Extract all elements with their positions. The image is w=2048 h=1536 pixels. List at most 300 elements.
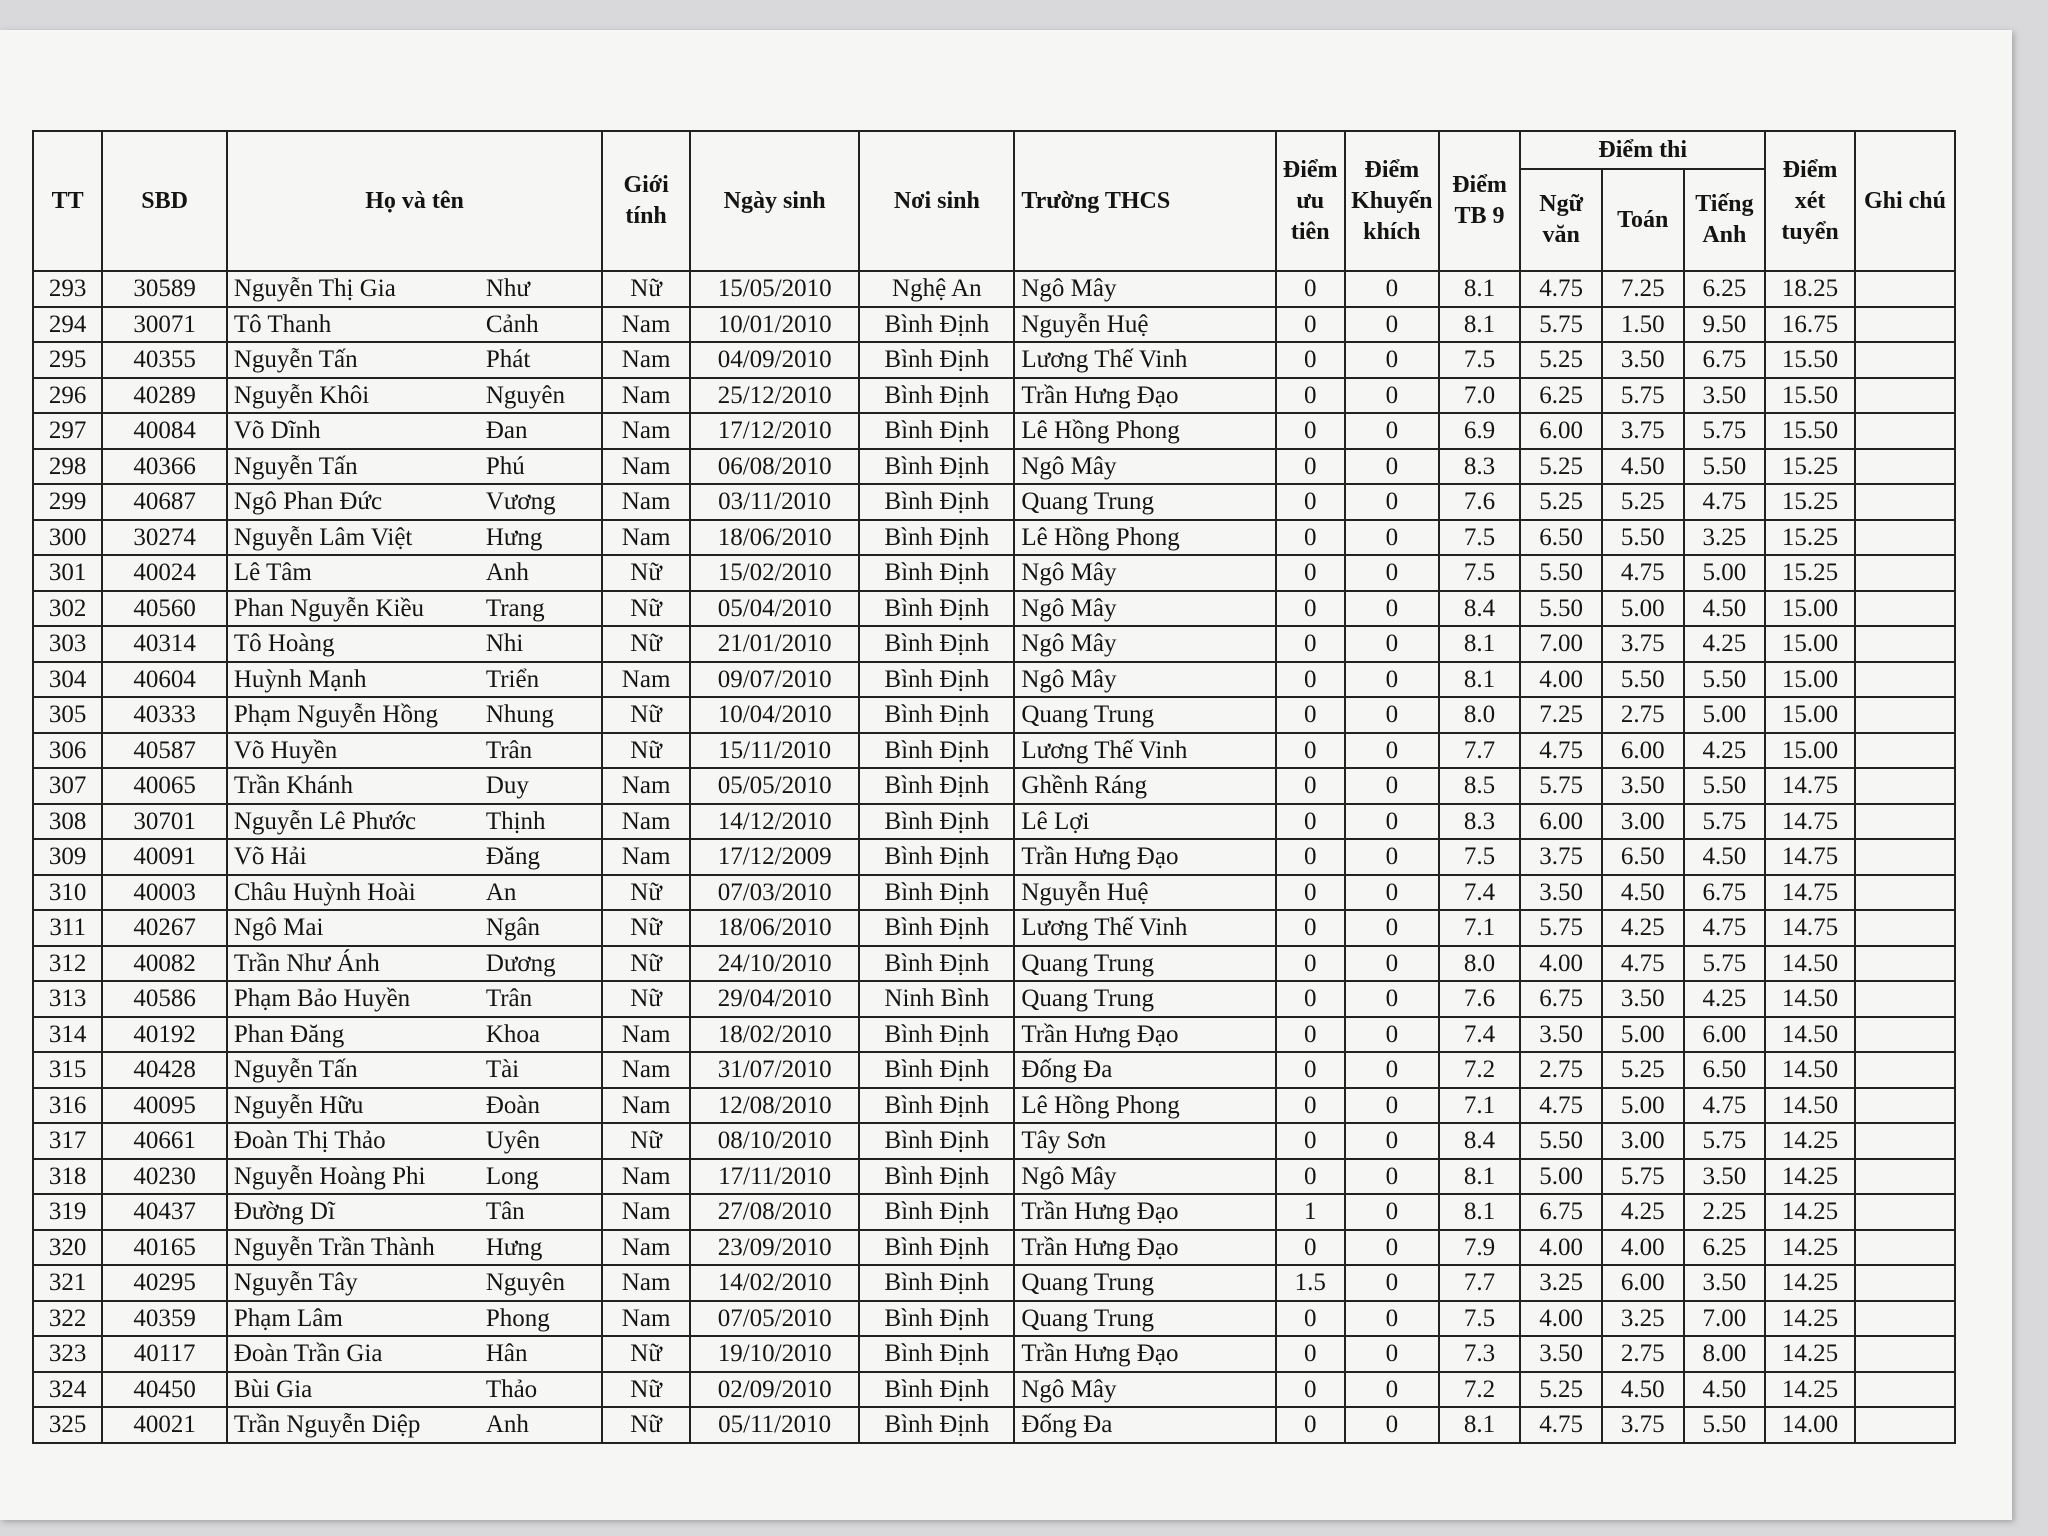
cell-gpa: 7.5 <box>1439 555 1521 591</box>
cell-total: 14.50 <box>1765 1088 1855 1124</box>
cell-birthplace: Bình Định <box>859 378 1014 414</box>
cell-school: Quang Trung <box>1014 981 1275 1017</box>
cell-english: 4.50 <box>1684 1372 1766 1408</box>
cell-gender: Nam <box>602 1301 690 1337</box>
cell-literature: 4.75 <box>1520 1407 1602 1443</box>
cell-encouragement: 0 <box>1345 449 1439 485</box>
cell-note <box>1855 1336 1955 1372</box>
cell-birthplace: Bình Định <box>859 1372 1014 1408</box>
cell-tt: 318 <box>33 1159 102 1195</box>
cell-dob: 18/02/2010 <box>690 1017 859 1053</box>
family-name: Châu Huỳnh Hoài <box>233 878 416 906</box>
results-table <box>32 130 1956 1444</box>
cell-name <box>227 1017 602 1053</box>
given-name: Như <box>485 275 530 303</box>
cell-encouragement: 0 <box>1345 342 1439 378</box>
cell-priority: 0 <box>1276 875 1345 911</box>
cell-birthplace: Ninh Bình <box>859 981 1014 1017</box>
table-row <box>33 271 1955 307</box>
cell-tt: 293 <box>33 271 102 307</box>
family-name: Ngô Mai <box>233 914 324 942</box>
cell-encouragement: 0 <box>1345 875 1439 911</box>
cell-encouragement: 0 <box>1345 1159 1439 1195</box>
cell-tt: 307 <box>33 768 102 804</box>
cell-priority: 0 <box>1276 555 1345 591</box>
cell-gender: Nam <box>602 449 690 485</box>
cell-total: 14.25 <box>1765 1230 1855 1266</box>
cell-gender: Nữ <box>602 1336 690 1372</box>
cell-sbd: 40192 <box>102 1017 226 1053</box>
header-english: Tiếng Anh <box>1684 169 1766 271</box>
family-name: Nguyễn Lê Phước <box>233 807 417 835</box>
cell-gpa: 7.7 <box>1439 1265 1521 1301</box>
cell-total: 14.25 <box>1765 1372 1855 1408</box>
cell-gender: Nam <box>602 1230 690 1266</box>
cell-tt: 301 <box>33 555 102 591</box>
cell-math: 3.00 <box>1602 1123 1684 1159</box>
cell-birthplace: Bình Định <box>859 1230 1014 1266</box>
given-name: Nhi <box>485 630 524 658</box>
cell-gpa: 8.4 <box>1439 591 1521 627</box>
cell-math: 3.00 <box>1602 804 1684 840</box>
given-name: Thảo <box>485 1375 538 1403</box>
given-name: Cảnh <box>485 310 539 338</box>
given-name: Đoàn <box>485 1091 540 1119</box>
cell-school: Tây Sơn <box>1014 1123 1275 1159</box>
cell-note <box>1855 946 1955 982</box>
cell-total: 14.25 <box>1765 1123 1855 1159</box>
cell-school: Lê Lợi <box>1014 804 1275 840</box>
cell-birthplace: Bình Định <box>859 342 1014 378</box>
cell-english: 8.00 <box>1684 1336 1766 1372</box>
cell-literature: 5.50 <box>1520 591 1602 627</box>
cell-sbd: 40587 <box>102 733 226 769</box>
cell-note <box>1855 1301 1955 1337</box>
family-name: Phạm Nguyễn Hồng <box>233 701 438 729</box>
cell-english: 6.50 <box>1684 1052 1766 1088</box>
cell-gender: Nam <box>602 839 690 875</box>
cell-total: 15.00 <box>1765 591 1855 627</box>
cell-math: 5.00 <box>1602 1088 1684 1124</box>
cell-gpa: 8.1 <box>1439 1159 1521 1195</box>
cell-gpa: 7.1 <box>1439 910 1521 946</box>
cell-sbd: 40003 <box>102 875 226 911</box>
cell-math: 4.50 <box>1602 449 1684 485</box>
cell-encouragement: 0 <box>1345 413 1439 449</box>
cell-tt: 320 <box>33 1230 102 1266</box>
cell-gender: Nữ <box>602 697 690 733</box>
cell-encouragement: 0 <box>1345 662 1439 698</box>
cell-english: 5.00 <box>1684 697 1766 733</box>
cell-dob: 06/08/2010 <box>690 449 859 485</box>
cell-total: 15.00 <box>1765 662 1855 698</box>
cell-tt: 309 <box>33 839 102 875</box>
cell-priority: 0 <box>1276 1336 1345 1372</box>
cell-dob: 12/08/2010 <box>690 1088 859 1124</box>
cell-name <box>227 1265 602 1301</box>
family-name: Võ Dĩnh <box>233 417 321 445</box>
cell-school: Ngô Mây <box>1014 591 1275 627</box>
cell-name <box>227 1336 602 1372</box>
cell-gender: Nam <box>602 1159 690 1195</box>
cell-school: Trần Hưng Đạo <box>1014 1336 1275 1372</box>
cell-birthplace: Bình Định <box>859 449 1014 485</box>
cell-name <box>227 768 602 804</box>
cell-note <box>1855 1017 1955 1053</box>
table-row <box>33 484 1955 520</box>
cell-dob: 07/05/2010 <box>690 1301 859 1337</box>
table-row <box>33 733 1955 769</box>
cell-gpa: 7.3 <box>1439 1336 1521 1372</box>
cell-sbd: 40084 <box>102 413 226 449</box>
cell-math: 4.25 <box>1602 1194 1684 1230</box>
cell-gpa: 7.2 <box>1439 1052 1521 1088</box>
cell-total: 14.50 <box>1765 1017 1855 1053</box>
family-name: Tô Thanh <box>233 310 332 338</box>
family-name: Nguyễn Hữu <box>233 1091 364 1119</box>
cell-gpa: 7.5 <box>1439 1301 1521 1337</box>
cell-birthplace: Bình Định <box>859 875 1014 911</box>
cell-priority: 0 <box>1276 1159 1345 1195</box>
table-row <box>33 591 1955 627</box>
cell-math: 5.25 <box>1602 1052 1684 1088</box>
cell-school: Trần Hưng Đạo <box>1014 378 1275 414</box>
given-name: Trân <box>485 985 533 1013</box>
cell-encouragement: 0 <box>1345 626 1439 662</box>
cell-dob: 19/10/2010 <box>690 1336 859 1372</box>
cell-literature: 4.00 <box>1520 1230 1602 1266</box>
cell-sbd: 40065 <box>102 768 226 804</box>
cell-priority: 0 <box>1276 307 1345 343</box>
cell-gender: Nữ <box>602 271 690 307</box>
cell-sbd: 40117 <box>102 1336 226 1372</box>
cell-name <box>227 697 602 733</box>
cell-birthplace: Nghệ An <box>859 271 1014 307</box>
cell-tt: 312 <box>33 946 102 982</box>
cell-dob: 29/04/2010 <box>690 981 859 1017</box>
given-name: Vương <box>485 488 556 516</box>
cell-priority: 1.5 <box>1276 1265 1345 1301</box>
cell-total: 14.75 <box>1765 839 1855 875</box>
cell-literature: 4.75 <box>1520 1088 1602 1124</box>
cell-english: 4.75 <box>1684 1088 1766 1124</box>
header-note: Ghi chú <box>1855 131 1955 271</box>
cell-school: Lê Hồng Phong <box>1014 1088 1275 1124</box>
cell-name <box>227 804 602 840</box>
header-gpa: Điểm TB 9 <box>1439 131 1521 271</box>
family-name: Nguyễn Hoàng Phi <box>233 1162 426 1190</box>
family-name: Nguyễn Lâm Việt <box>233 523 413 551</box>
cell-tt: 321 <box>33 1265 102 1301</box>
cell-encouragement: 0 <box>1345 1265 1439 1301</box>
cell-school: Quang Trung <box>1014 1301 1275 1337</box>
cell-encouragement: 0 <box>1345 697 1439 733</box>
cell-name <box>227 342 602 378</box>
cell-literature: 4.00 <box>1520 1301 1602 1337</box>
cell-school: Quang Trung <box>1014 697 1275 733</box>
cell-tt: 313 <box>33 981 102 1017</box>
cell-note <box>1855 1407 1955 1443</box>
cell-encouragement: 0 <box>1345 1052 1439 1088</box>
cell-gpa: 8.0 <box>1439 697 1521 733</box>
cell-school: Quang Trung <box>1014 1265 1275 1301</box>
cell-gpa: 7.6 <box>1439 981 1521 1017</box>
cell-gender: Nam <box>602 768 690 804</box>
cell-dob: 14/02/2010 <box>690 1265 859 1301</box>
cell-birthplace: Bình Định <box>859 910 1014 946</box>
cell-priority: 0 <box>1276 910 1345 946</box>
cell-sbd: 40355 <box>102 342 226 378</box>
cell-dob: 03/11/2010 <box>690 484 859 520</box>
cell-gpa: 7.5 <box>1439 520 1521 556</box>
family-name: Nguyễn Thị Gia <box>233 275 396 303</box>
cell-name <box>227 449 602 485</box>
given-name: Anh <box>485 559 529 587</box>
cell-priority: 0 <box>1276 981 1345 1017</box>
cell-note <box>1855 555 1955 591</box>
cell-note <box>1855 1088 1955 1124</box>
given-name: An <box>485 878 517 906</box>
cell-name <box>227 1123 602 1159</box>
cell-sbd: 40428 <box>102 1052 226 1088</box>
given-name: Tài <box>485 1056 520 1084</box>
cell-gender: Nữ <box>602 875 690 911</box>
cell-dob: 10/04/2010 <box>690 697 859 733</box>
cell-priority: 0 <box>1276 449 1345 485</box>
cell-gender: Nữ <box>602 946 690 982</box>
table-row <box>33 910 1955 946</box>
cell-math: 2.75 <box>1602 697 1684 733</box>
cell-sbd: 30701 <box>102 804 226 840</box>
cell-literature: 6.00 <box>1520 804 1602 840</box>
cell-school: Ngô Mây <box>1014 626 1275 662</box>
cell-note <box>1855 626 1955 662</box>
cell-birthplace: Bình Định <box>859 768 1014 804</box>
cell-math: 5.50 <box>1602 662 1684 698</box>
given-name: Phú <box>485 452 525 480</box>
cell-sbd: 40450 <box>102 1372 226 1408</box>
cell-english: 4.50 <box>1684 591 1766 627</box>
given-name: Anh <box>485 1411 529 1439</box>
table-row <box>33 1017 1955 1053</box>
table-row <box>33 1052 1955 1088</box>
cell-sbd: 40560 <box>102 591 226 627</box>
family-name: Võ Huyền <box>233 736 338 764</box>
header-row-1 <box>33 131 1955 169</box>
given-name: Nhung <box>485 701 554 729</box>
cell-total: 14.00 <box>1765 1407 1855 1443</box>
cell-note <box>1855 413 1955 449</box>
cell-total: 15.00 <box>1765 697 1855 733</box>
cell-note <box>1855 981 1955 1017</box>
cell-english: 4.50 <box>1684 839 1766 875</box>
given-name: Hưng <box>485 523 543 551</box>
cell-math: 4.50 <box>1602 1372 1684 1408</box>
cell-english: 4.75 <box>1684 910 1766 946</box>
cell-note <box>1855 271 1955 307</box>
cell-total: 15.25 <box>1765 449 1855 485</box>
cell-school: Ngô Mây <box>1014 449 1275 485</box>
cell-tt: 294 <box>33 307 102 343</box>
cell-english: 5.75 <box>1684 946 1766 982</box>
cell-school: Quang Trung <box>1014 946 1275 982</box>
cell-priority: 0 <box>1276 768 1345 804</box>
cell-english: 5.75 <box>1684 804 1766 840</box>
header-tt: TT <box>33 131 102 271</box>
cell-encouragement: 0 <box>1345 307 1439 343</box>
cell-gpa: 8.1 <box>1439 662 1521 698</box>
cell-gender: Nữ <box>602 555 690 591</box>
cell-english: 6.00 <box>1684 1017 1766 1053</box>
table-row <box>33 1230 1955 1266</box>
cell-tt: 319 <box>33 1194 102 1230</box>
cell-note <box>1855 1230 1955 1266</box>
cell-literature: 3.50 <box>1520 1017 1602 1053</box>
header-math: Toán <box>1602 169 1684 271</box>
cell-dob: 27/08/2010 <box>690 1194 859 1230</box>
cell-tt: 323 <box>33 1336 102 1372</box>
table-row <box>33 413 1955 449</box>
family-name: Võ Hải <box>233 843 307 871</box>
cell-total: 15.25 <box>1765 555 1855 591</box>
cell-gender: Nam <box>602 1265 690 1301</box>
cell-note <box>1855 1265 1955 1301</box>
cell-english: 6.25 <box>1684 1230 1766 1266</box>
family-name: Trần Khánh <box>233 772 354 800</box>
cell-sbd: 40230 <box>102 1159 226 1195</box>
cell-name <box>227 307 602 343</box>
cell-literature: 7.25 <box>1520 697 1602 733</box>
cell-literature: 3.50 <box>1520 1336 1602 1372</box>
cell-math: 4.00 <box>1602 1230 1684 1266</box>
cell-math: 4.75 <box>1602 555 1684 591</box>
cell-math: 3.50 <box>1602 342 1684 378</box>
cell-birthplace: Bình Định <box>859 1017 1014 1053</box>
cell-total: 15.00 <box>1765 626 1855 662</box>
cell-gender: Nam <box>602 1088 690 1124</box>
header-gender: Giới tính <box>602 131 690 271</box>
cell-tt: 303 <box>33 626 102 662</box>
cell-dob: 18/06/2010 <box>690 910 859 946</box>
cell-birthplace: Bình Định <box>859 733 1014 769</box>
cell-tt: 315 <box>33 1052 102 1088</box>
cell-gender: Nữ <box>602 626 690 662</box>
family-name: Nguyễn Tây <box>233 1269 358 1297</box>
cell-english: 3.50 <box>1684 378 1766 414</box>
cell-dob: 05/05/2010 <box>690 768 859 804</box>
table-row <box>33 1336 1955 1372</box>
cell-english: 4.75 <box>1684 484 1766 520</box>
cell-literature: 3.25 <box>1520 1265 1602 1301</box>
cell-encouragement: 0 <box>1345 591 1439 627</box>
cell-birthplace: Bình Định <box>859 662 1014 698</box>
cell-priority: 0 <box>1276 1123 1345 1159</box>
table-row <box>33 1194 1955 1230</box>
cell-gender: Nữ <box>602 910 690 946</box>
given-name: Dương <box>485 949 556 977</box>
given-name: Phát <box>485 346 531 374</box>
cell-english: 5.50 <box>1684 768 1766 804</box>
cell-sbd: 40295 <box>102 1265 226 1301</box>
cell-dob: 25/12/2010 <box>690 378 859 414</box>
cell-literature: 5.25 <box>1520 449 1602 485</box>
given-name: Thịnh <box>485 807 546 835</box>
cell-birthplace: Bình Định <box>859 1159 1014 1195</box>
cell-total: 14.25 <box>1765 1194 1855 1230</box>
cell-gpa: 8.1 <box>1439 1407 1521 1443</box>
cell-encouragement: 0 <box>1345 804 1439 840</box>
cell-gender: Nam <box>602 413 690 449</box>
cell-dob: 14/12/2010 <box>690 804 859 840</box>
cell-encouragement: 0 <box>1345 946 1439 982</box>
cell-school: Ngô Mây <box>1014 1372 1275 1408</box>
cell-literature: 4.00 <box>1520 662 1602 698</box>
cell-gender: Nữ <box>602 1123 690 1159</box>
cell-birthplace: Bình Định <box>859 697 1014 733</box>
cell-gpa: 8.1 <box>1439 626 1521 662</box>
cell-literature: 5.75 <box>1520 768 1602 804</box>
cell-literature: 5.00 <box>1520 1159 1602 1195</box>
given-name: Uyên <box>485 1127 540 1155</box>
cell-note <box>1855 768 1955 804</box>
cell-literature: 5.25 <box>1520 342 1602 378</box>
cell-dob: 17/11/2010 <box>690 1159 859 1195</box>
cell-sbd: 40687 <box>102 484 226 520</box>
cell-english: 5.50 <box>1684 1407 1766 1443</box>
cell-gender: Nam <box>602 1052 690 1088</box>
cell-sbd: 40165 <box>102 1230 226 1266</box>
cell-gpa: 7.4 <box>1439 1017 1521 1053</box>
cell-note <box>1855 449 1955 485</box>
cell-school: Trần Hưng Đạo <box>1014 1017 1275 1053</box>
cell-priority: 0 <box>1276 946 1345 982</box>
cell-english: 5.50 <box>1684 662 1766 698</box>
cell-total: 14.25 <box>1765 1265 1855 1301</box>
cell-birthplace: Bình Định <box>859 1088 1014 1124</box>
cell-dob: 08/10/2010 <box>690 1123 859 1159</box>
table-row <box>33 981 1955 1017</box>
cell-name <box>227 1052 602 1088</box>
cell-dob: 15/02/2010 <box>690 555 859 591</box>
cell-encouragement: 0 <box>1345 981 1439 1017</box>
cell-birthplace: Bình Định <box>859 307 1014 343</box>
family-name: Đoàn Thị Thảo <box>233 1127 386 1155</box>
cell-gpa: 7.2 <box>1439 1372 1521 1408</box>
cell-encouragement: 0 <box>1345 1336 1439 1372</box>
table-row <box>33 449 1955 485</box>
header-exam-group: Điểm thi <box>1520 131 1765 169</box>
cell-literature: 5.50 <box>1520 555 1602 591</box>
family-name: Nguyễn Tấn <box>233 1056 358 1084</box>
cell-encouragement: 0 <box>1345 1194 1439 1230</box>
table-row <box>33 768 1955 804</box>
cell-gpa: 7.5 <box>1439 342 1521 378</box>
cell-priority: 0 <box>1276 1017 1345 1053</box>
cell-priority: 0 <box>1276 697 1345 733</box>
cell-dob: 31/07/2010 <box>690 1052 859 1088</box>
family-name: Đường Dĩ <box>233 1198 335 1226</box>
cell-name <box>227 378 602 414</box>
cell-total: 15.50 <box>1765 413 1855 449</box>
cell-sbd: 40267 <box>102 910 226 946</box>
cell-tt: 322 <box>33 1301 102 1337</box>
cell-math: 3.75 <box>1602 413 1684 449</box>
cell-note <box>1855 520 1955 556</box>
cell-gender: Nam <box>602 342 690 378</box>
cell-math: 6.00 <box>1602 1265 1684 1301</box>
cell-total: 15.50 <box>1765 342 1855 378</box>
header-name: Họ và tên <box>227 131 602 271</box>
